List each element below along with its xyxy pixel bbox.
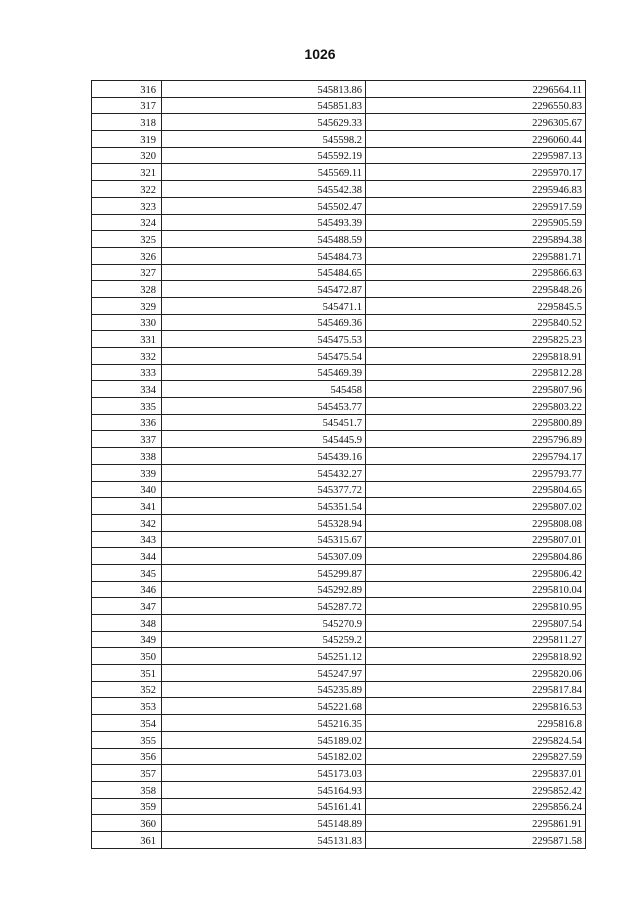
point-number-cell: 340 [92, 481, 162, 498]
x-coordinate-cell: 545813.86 [162, 81, 366, 98]
point-number-cell: 343 [92, 531, 162, 548]
y-coordinate-cell: 2295818.92 [366, 648, 586, 665]
table-row [92, 97, 586, 114]
x-coordinate-cell: 545451.7 [162, 414, 366, 431]
table-row [92, 831, 586, 848]
y-coordinate-cell: 2295810.95 [366, 598, 586, 615]
x-coordinate-cell: 545292.89 [162, 581, 366, 598]
y-coordinate-cell: 2295812.28 [366, 364, 586, 381]
x-coordinate-cell: 545445.9 [162, 431, 366, 448]
y-coordinate-cell: 2296564.11 [366, 81, 586, 98]
x-coordinate-cell: 545259.2 [162, 631, 366, 648]
table-row [92, 564, 586, 581]
point-number-cell: 353 [92, 698, 162, 715]
y-coordinate-cell: 2295871.58 [366, 831, 586, 848]
x-coordinate-cell: 545251.12 [162, 648, 366, 665]
y-coordinate-cell: 2295807.54 [366, 615, 586, 632]
coordinate-table [91, 80, 586, 849]
table-row [92, 781, 586, 798]
table-row [92, 448, 586, 465]
x-coordinate-cell: 545315.67 [162, 531, 366, 548]
table-row [92, 765, 586, 782]
y-coordinate-cell: 2295808.08 [366, 514, 586, 531]
point-number-cell: 337 [92, 431, 162, 448]
x-coordinate-cell: 545484.65 [162, 264, 366, 281]
y-coordinate-cell: 2295804.65 [366, 481, 586, 498]
x-coordinate-cell: 545328.94 [162, 514, 366, 531]
x-coordinate-cell: 545161.41 [162, 798, 366, 815]
x-coordinate-cell: 545851.83 [162, 97, 366, 114]
y-coordinate-cell: 2295817.84 [366, 681, 586, 698]
point-number-cell: 323 [92, 197, 162, 214]
y-coordinate-cell: 2295946.83 [366, 181, 586, 198]
x-coordinate-cell: 545493.39 [162, 214, 366, 231]
y-coordinate-cell: 2295825.23 [366, 331, 586, 348]
y-coordinate-cell: 2295804.86 [366, 548, 586, 565]
table-row [92, 297, 586, 314]
y-coordinate-cell: 2295807.01 [366, 531, 586, 548]
point-number-cell: 335 [92, 398, 162, 415]
point-number-cell: 349 [92, 631, 162, 648]
table-row [92, 631, 586, 648]
table-row [92, 81, 586, 98]
table-row [92, 748, 586, 765]
point-number-cell: 361 [92, 831, 162, 848]
y-coordinate-cell: 2295807.96 [366, 381, 586, 398]
point-number-cell: 320 [92, 147, 162, 164]
y-coordinate-cell: 2296060.44 [366, 131, 586, 148]
x-coordinate-cell: 545173.03 [162, 765, 366, 782]
page-number: 1026 [304, 46, 336, 62]
y-coordinate-cell: 2295793.77 [366, 464, 586, 481]
table-row [92, 431, 586, 448]
point-number-cell: 339 [92, 464, 162, 481]
y-coordinate-cell: 2295806.42 [366, 564, 586, 581]
table-row [92, 548, 586, 565]
table-row [92, 581, 586, 598]
coordinate-table-body [92, 81, 586, 849]
table-row [92, 264, 586, 281]
table-row [92, 164, 586, 181]
x-coordinate-cell: 545148.89 [162, 815, 366, 832]
point-number-cell: 341 [92, 498, 162, 515]
table-row [92, 331, 586, 348]
y-coordinate-cell: 2295794.17 [366, 448, 586, 465]
point-number-cell: 322 [92, 181, 162, 198]
y-coordinate-cell: 2295800.89 [366, 414, 586, 431]
y-coordinate-cell: 2295827.59 [366, 748, 586, 765]
point-number-cell: 354 [92, 715, 162, 732]
x-coordinate-cell: 545182.02 [162, 748, 366, 765]
y-coordinate-cell: 2295970.17 [366, 164, 586, 181]
point-number-cell: 351 [92, 665, 162, 682]
x-coordinate-cell: 545569.11 [162, 164, 366, 181]
x-coordinate-cell: 545488.59 [162, 231, 366, 248]
x-coordinate-cell: 545377.72 [162, 481, 366, 498]
point-number-cell: 356 [92, 748, 162, 765]
y-coordinate-cell: 2295894.38 [366, 231, 586, 248]
point-number-cell: 359 [92, 798, 162, 815]
x-coordinate-cell: 545469.39 [162, 364, 366, 381]
y-coordinate-cell: 2296550.83 [366, 97, 586, 114]
point-number-cell: 327 [92, 264, 162, 281]
table-row [92, 147, 586, 164]
point-number-cell: 328 [92, 281, 162, 298]
x-coordinate-cell: 545299.87 [162, 564, 366, 581]
table-row [92, 798, 586, 815]
y-coordinate-cell: 2295803.22 [366, 398, 586, 415]
x-coordinate-cell: 545598.2 [162, 131, 366, 148]
table-row [92, 715, 586, 732]
x-coordinate-cell: 545351.54 [162, 498, 366, 515]
y-coordinate-cell: 2295837.01 [366, 765, 586, 782]
point-number-cell: 331 [92, 331, 162, 348]
point-number-cell: 334 [92, 381, 162, 398]
table-row [92, 815, 586, 832]
point-number-cell: 360 [92, 815, 162, 832]
y-coordinate-cell: 2295848.26 [366, 281, 586, 298]
table-row [92, 364, 586, 381]
x-coordinate-cell: 545475.54 [162, 348, 366, 365]
y-coordinate-cell: 2295820.06 [366, 665, 586, 682]
y-coordinate-cell: 2295816.53 [366, 698, 586, 715]
x-coordinate-cell: 545189.02 [162, 731, 366, 748]
y-coordinate-cell: 2295818.91 [366, 348, 586, 365]
x-coordinate-cell: 545432.27 [162, 464, 366, 481]
y-coordinate-cell: 2295866.63 [366, 264, 586, 281]
x-coordinate-cell: 545542.38 [162, 181, 366, 198]
x-coordinate-cell: 545472.87 [162, 281, 366, 298]
y-coordinate-cell: 2295807.02 [366, 498, 586, 515]
y-coordinate-cell: 2295856.24 [366, 798, 586, 815]
table-row [92, 348, 586, 365]
x-coordinate-cell: 545439.16 [162, 448, 366, 465]
point-number-cell: 318 [92, 114, 162, 131]
point-number-cell: 346 [92, 581, 162, 598]
point-number-cell: 358 [92, 781, 162, 798]
x-coordinate-cell: 545629.33 [162, 114, 366, 131]
y-coordinate-cell: 2295852.42 [366, 781, 586, 798]
x-coordinate-cell: 545270.9 [162, 615, 366, 632]
table-row [92, 681, 586, 698]
y-coordinate-cell: 2295816.8 [366, 715, 586, 732]
x-coordinate-cell: 545221.68 [162, 698, 366, 715]
y-coordinate-cell: 2295861.91 [366, 815, 586, 832]
table-row [92, 598, 586, 615]
table-row [92, 698, 586, 715]
point-number-cell: 344 [92, 548, 162, 565]
x-coordinate-cell: 545475.53 [162, 331, 366, 348]
x-coordinate-cell: 545247.97 [162, 665, 366, 682]
x-coordinate-cell: 545164.93 [162, 781, 366, 798]
x-coordinate-cell: 545471.1 [162, 297, 366, 314]
table-row [92, 531, 586, 548]
table-row [92, 398, 586, 415]
table-row [92, 197, 586, 214]
table-row [92, 615, 586, 632]
point-number-cell: 348 [92, 615, 162, 632]
table-row [92, 498, 586, 515]
x-coordinate-cell: 545131.83 [162, 831, 366, 848]
point-number-cell: 355 [92, 731, 162, 748]
y-coordinate-cell: 2295840.52 [366, 314, 586, 331]
y-coordinate-cell: 2295796.89 [366, 431, 586, 448]
x-coordinate-cell: 545458 [162, 381, 366, 398]
point-number-cell: 324 [92, 214, 162, 231]
table-row [92, 464, 586, 481]
x-coordinate-cell: 545307.09 [162, 548, 366, 565]
y-coordinate-cell: 2295987.13 [366, 147, 586, 164]
point-number-cell: 325 [92, 231, 162, 248]
point-number-cell: 347 [92, 598, 162, 615]
table-row [92, 247, 586, 264]
table-row [92, 481, 586, 498]
x-coordinate-cell: 545592.19 [162, 147, 366, 164]
table-row [92, 648, 586, 665]
table-row [92, 231, 586, 248]
y-coordinate-cell: 2295845.5 [366, 297, 586, 314]
x-coordinate-cell: 545235.89 [162, 681, 366, 698]
point-number-cell: 330 [92, 314, 162, 331]
x-coordinate-cell: 545484.73 [162, 247, 366, 264]
point-number-cell: 317 [92, 97, 162, 114]
table-row [92, 131, 586, 148]
point-number-cell: 321 [92, 164, 162, 181]
point-number-cell: 342 [92, 514, 162, 531]
table-row [92, 731, 586, 748]
table-row [92, 281, 586, 298]
table-row [92, 514, 586, 531]
table-row [92, 214, 586, 231]
point-number-cell: 326 [92, 247, 162, 264]
table-row [92, 314, 586, 331]
table-row [92, 414, 586, 431]
point-number-cell: 350 [92, 648, 162, 665]
x-coordinate-cell: 545502.47 [162, 197, 366, 214]
y-coordinate-cell: 2295810.04 [366, 581, 586, 598]
x-coordinate-cell: 545216.35 [162, 715, 366, 732]
table-row [92, 665, 586, 682]
x-coordinate-cell: 545287.72 [162, 598, 366, 615]
y-coordinate-cell: 2295811.27 [366, 631, 586, 648]
point-number-cell: 329 [92, 297, 162, 314]
point-number-cell: 332 [92, 348, 162, 365]
point-number-cell: 319 [92, 131, 162, 148]
y-coordinate-cell: 2295824.54 [366, 731, 586, 748]
y-coordinate-cell: 2295905.59 [366, 214, 586, 231]
x-coordinate-cell: 545469.36 [162, 314, 366, 331]
table-row [92, 181, 586, 198]
point-number-cell: 336 [92, 414, 162, 431]
point-number-cell: 316 [92, 81, 162, 98]
point-number-cell: 333 [92, 364, 162, 381]
point-number-cell: 338 [92, 448, 162, 465]
point-number-cell: 352 [92, 681, 162, 698]
x-coordinate-cell: 545453.77 [162, 398, 366, 415]
point-number-cell: 345 [92, 564, 162, 581]
table-row [92, 381, 586, 398]
point-number-cell: 357 [92, 765, 162, 782]
y-coordinate-cell: 2295881.71 [366, 247, 586, 264]
table-row [92, 114, 586, 131]
y-coordinate-cell: 2295917.59 [366, 197, 586, 214]
y-coordinate-cell: 2296305.67 [366, 114, 586, 131]
